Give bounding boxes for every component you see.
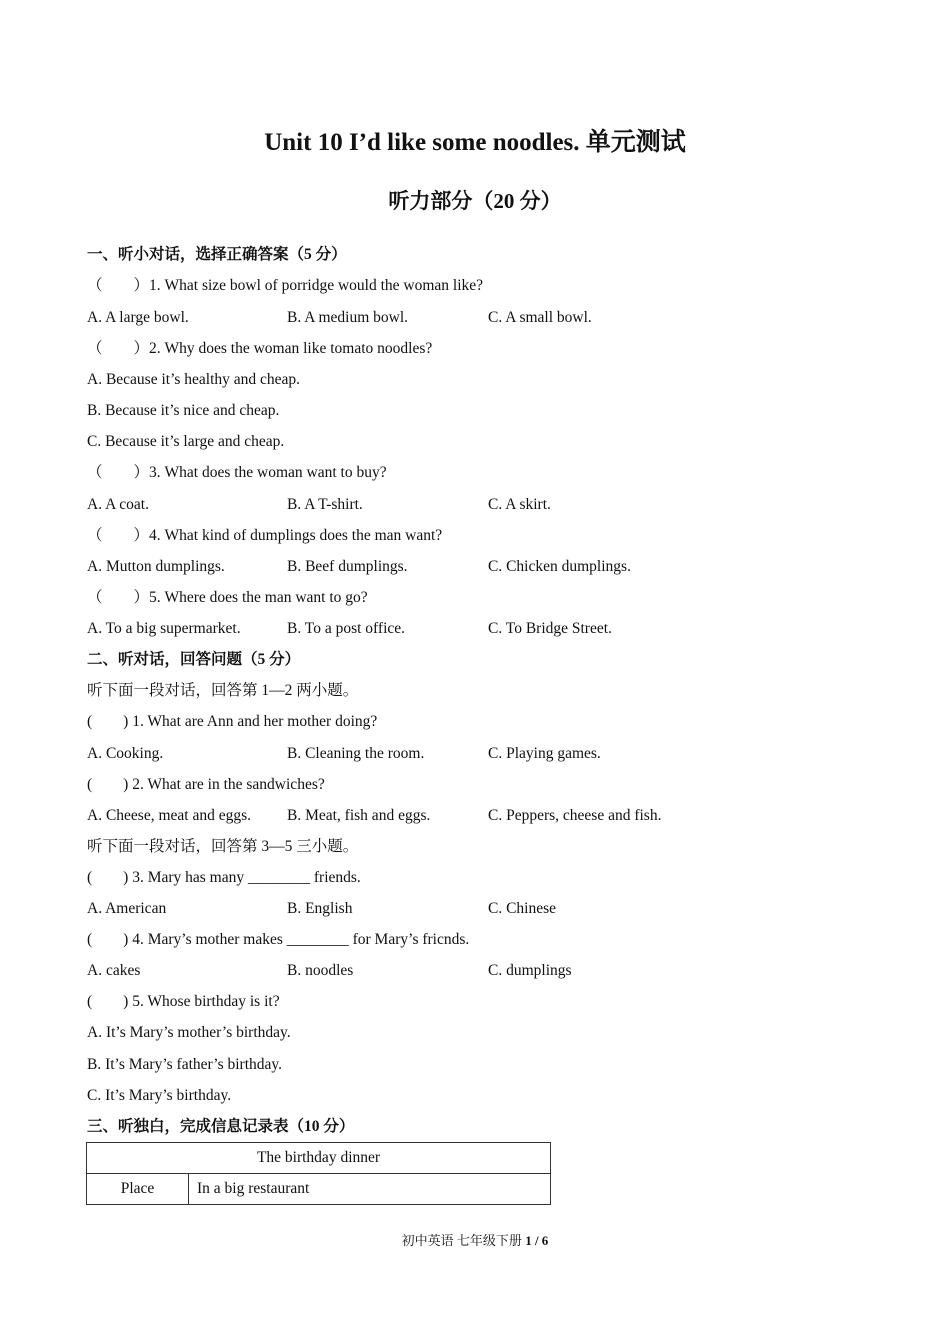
option-b: B. It’s Mary’s father’s birthday.: [87, 1056, 283, 1073]
page-number: 1 / 6: [525, 1233, 549, 1248]
option-a: A. Cheese, meat and eggs.: [87, 807, 251, 824]
part2-intro: 听下面一段对话，回答第 3—5 三小题。: [87, 838, 359, 855]
option-a: A. It’s Mary’s mother’s birthday.: [87, 1024, 291, 1041]
option-a: A. Mutton dumplings.: [87, 558, 225, 575]
question: ( ) 4. Mary’s mother makes ________ for Mary’s fricnds.: [87, 931, 470, 948]
option-b: B. To a post office.: [287, 620, 406, 637]
part2-heading: 二、听对话，回答问题（5 分）: [87, 651, 301, 668]
question: （ ）3. What does the woman want to buy?: [87, 464, 387, 481]
table-label-cell: Place: [87, 1174, 189, 1205]
option-c: C. A small bowl.: [488, 309, 592, 326]
option-c: C. Playing games.: [488, 745, 601, 762]
table-row: [87, 1174, 551, 1205]
option-c: C. Because it’s large and cheap.: [87, 433, 285, 450]
table-row: [87, 1143, 551, 1174]
option-a: A. Cooking.: [87, 745, 164, 762]
footer-text: 初中英语 七年级下册: [401, 1233, 526, 1248]
page-footer: [0, 1230, 950, 1249]
question: ( ) 3. Mary has many ________ friends.: [87, 869, 361, 886]
option-b: B. Cleaning the room.: [287, 745, 425, 762]
option-c: C. To Bridge Street.: [488, 620, 612, 637]
option-a: A. cakes: [87, 962, 141, 979]
table-title-cell: The birthday dinner: [87, 1143, 551, 1174]
option-b: B. Beef dumplings.: [287, 558, 408, 575]
option-a: A. Because it’s healthy and cheap.: [87, 371, 301, 388]
table-value-cell: In a big restaurant: [189, 1174, 551, 1205]
option-b: B. noodles: [287, 962, 354, 979]
question: ( ) 1. What are Ann and her mother doing?: [87, 713, 378, 730]
option-c: C. It’s Mary’s birthday.: [87, 1087, 232, 1104]
option-a: A. A large bowl.: [87, 309, 189, 326]
option-c: C. Chinese: [488, 900, 557, 917]
option-b: B. A T-shirt.: [287, 496, 363, 513]
option-a: A. A coat.: [87, 496, 149, 513]
option-c: C. Chicken dumplings.: [488, 558, 631, 575]
option-b: B. A medium bowl.: [287, 309, 408, 326]
option-a: A. To a big supermarket.: [87, 620, 241, 637]
section-subtitle: 听力部分（20 分）: [388, 189, 562, 213]
question: ( ) 2. What are in the sandwiches?: [87, 776, 325, 793]
page-title: Unit 10 I’d like some noodles. 单元测试: [264, 129, 686, 156]
option-a: A. American: [87, 900, 167, 917]
part3-heading: 三、听独白，完成信息记录表（10 分）: [87, 1118, 355, 1135]
option-c: C. dumplings: [488, 962, 572, 979]
option-b: B. English: [287, 900, 353, 917]
part1-heading: 一、听小对话，选择正确答案（5 分）: [87, 246, 347, 263]
option-c: C. Peppers, cheese and fish.: [488, 807, 662, 824]
option-b: B. Because it’s nice and cheap.: [87, 402, 280, 419]
question: ( ) 5. Whose birthday is it?: [87, 993, 280, 1010]
option-b: B. Meat, fish and eggs.: [287, 807, 431, 824]
option-c: C. A skirt.: [488, 496, 551, 513]
info-record-table: [86, 1142, 551, 1205]
question: （ ）2. Why does the woman like tomato noodles?: [87, 340, 433, 357]
question: （ ）5. Where does the man want to go?: [87, 589, 368, 606]
part2-intro: 听下面一段对话，回答第 1—2 两小题。: [87, 682, 359, 699]
question: （ ）4. What kind of dumplings does the man want?: [87, 527, 443, 544]
question: （ ）1. What size bowl of porridge would the woman like?: [87, 277, 484, 294]
